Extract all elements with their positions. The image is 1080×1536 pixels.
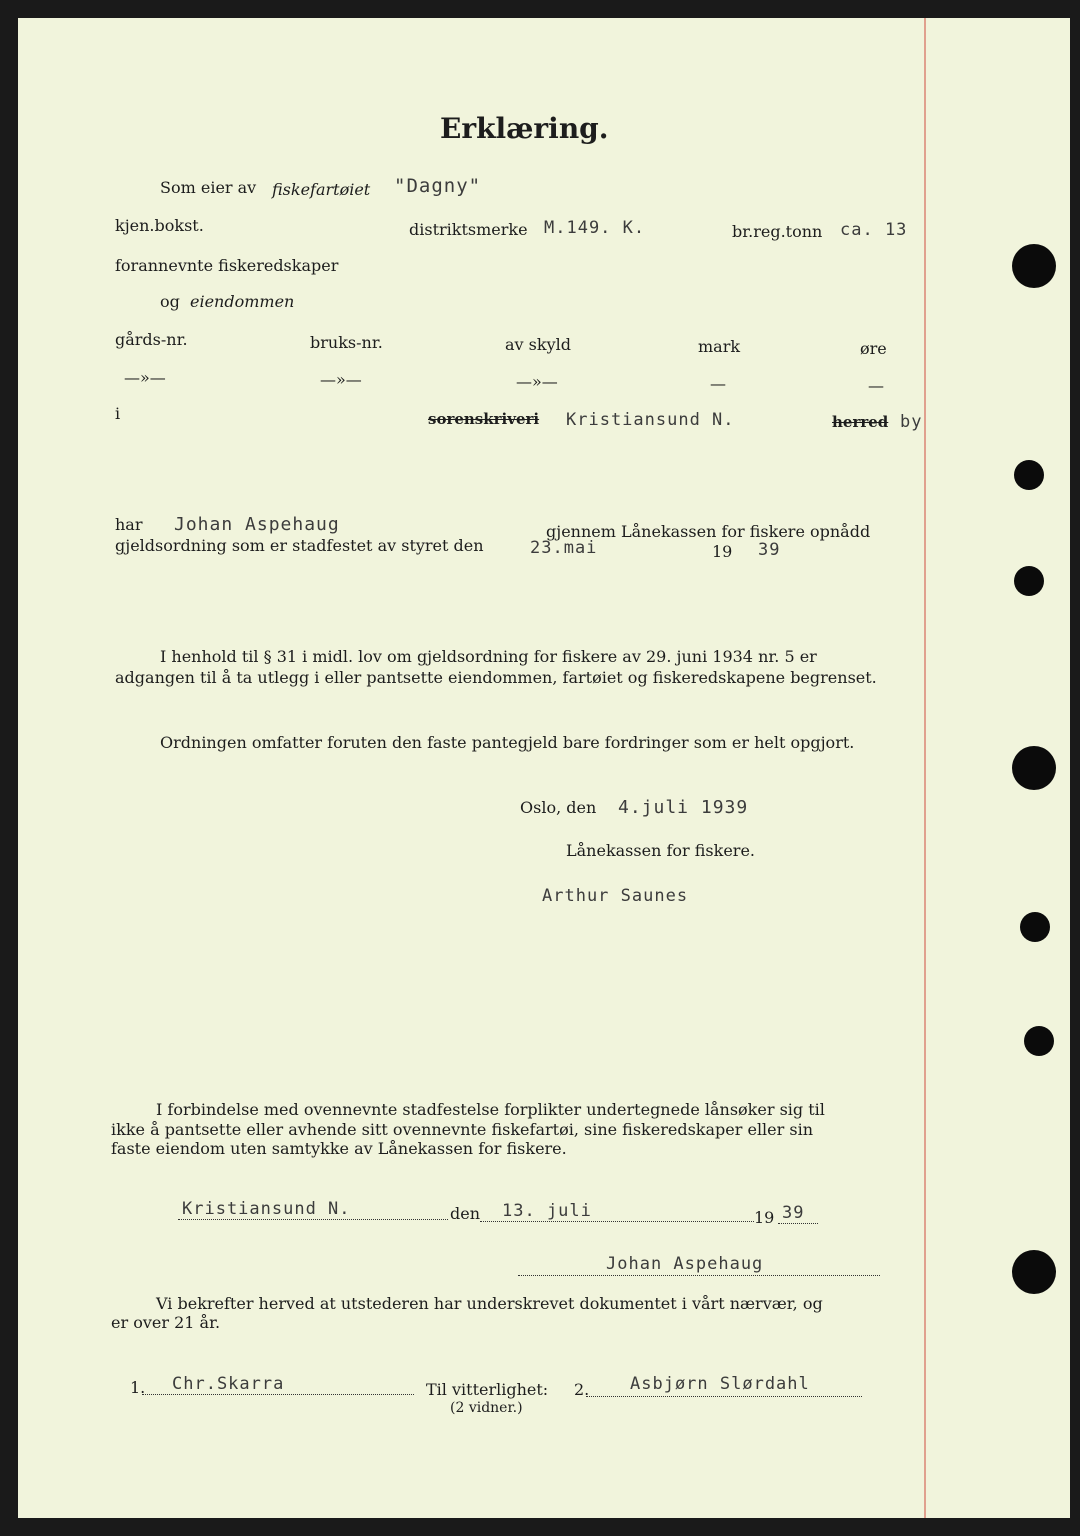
- debt-settlement-text: gjeldsordning som er stadfestet av styret den: [115, 536, 484, 555]
- place-dotted-line: [178, 1219, 448, 1220]
- obligation-paragraph-line: faste eiendom uten samtykke av Lånekassen for fiskere.: [111, 1139, 567, 1158]
- witness-2-number: 2.: [574, 1380, 590, 1399]
- signature-dotted-line: [518, 1275, 880, 1276]
- witness-label: Til vitterlighet:: [426, 1380, 549, 1399]
- binder-hole-icon: [1012, 244, 1056, 288]
- obligation-paragraph-line: ikke å pantsette eller avhende sitt ovennevnte fiskefartøi, sine fiskeredskaper eller sin: [111, 1120, 814, 1139]
- board-date: 23.mai: [530, 538, 598, 558]
- i-label: i: [115, 404, 121, 423]
- skyld-label: av skyld: [505, 335, 571, 354]
- obligation-paragraph-line: I forbindelse med ovennevnte stadfestelse forplikter undertegnede lånsøker sig til: [156, 1100, 825, 1119]
- district-mark-value: M.149. K.: [544, 218, 646, 238]
- jurisdiction-place: Kristiansund N.: [566, 410, 735, 430]
- witness-paragraph-line: er over 21 år.: [111, 1313, 221, 1332]
- margin-line: [924, 18, 926, 1518]
- legal-paragraph-line: I henhold til § 31 i midl. lov om gjeldsordning for fiskere av 29. juni 1934 nr. 5 er: [160, 647, 817, 666]
- witness-1-dotted-line: [142, 1394, 414, 1395]
- borrower-year-prefix: 19: [754, 1208, 775, 1227]
- binder-hole-icon: [1014, 460, 1044, 490]
- binder-hole-icon: [1014, 566, 1044, 596]
- via-lanekassen-text: gjennem Lånekassen for fiskere opnådd: [546, 522, 871, 541]
- borrower-year-suffix: 39: [782, 1203, 805, 1223]
- document-title: Erklæring.: [440, 112, 609, 145]
- vessel-type-label: fiskefartøiet: [272, 180, 371, 199]
- witness-1-number: 1.: [130, 1378, 146, 1397]
- sorenskriveri-label: sorenskriveri: [428, 410, 540, 428]
- kjen-label: kjen.bokst.: [115, 216, 204, 235]
- ditto-mark: —: [710, 374, 726, 393]
- den-label: den: [450, 1204, 481, 1223]
- ditto-mark: —: [868, 376, 884, 395]
- binder-hole-icon: [1012, 746, 1056, 790]
- gards-nr-label: gårds-nr.: [115, 330, 188, 349]
- borrower-signature: Johan Aspehaug: [606, 1254, 764, 1274]
- bruks-nr-label: bruks-nr.: [310, 333, 383, 352]
- oslo-date-value: 4.juli 1939: [618, 797, 749, 818]
- ore-label: øre: [860, 339, 887, 358]
- legal-paragraph-line: adgangen til å ta utlegg i eller pantsette eiendommen, fartøiet og fiskeredskapene begrenset.: [115, 668, 877, 687]
- vessel-name: "Dagny": [394, 175, 482, 197]
- witness-2-signature: Asbjørn Slørdahl: [630, 1374, 810, 1394]
- issuer-org: Lånekassen for fiskere.: [566, 841, 755, 860]
- debtor-name: Johan Aspehaug: [174, 514, 340, 535]
- ditto-mark: —»—: [320, 370, 362, 389]
- fishing-gear-label: forannevnte fiskeredskaper: [115, 256, 339, 275]
- borrower-date: 13. juli: [502, 1201, 592, 1221]
- mark-label: mark: [698, 337, 741, 356]
- oslo-date-label: Oslo, den: [520, 798, 597, 817]
- date-dotted-line: [480, 1221, 754, 1222]
- board-year-suffix: 39: [758, 540, 781, 560]
- ditto-mark: —»—: [124, 368, 166, 387]
- binder-hole-icon: [1012, 1250, 1056, 1294]
- by-label: by: [900, 412, 923, 432]
- witness-note: (2 vidner.): [450, 1400, 523, 1416]
- tonnage-value: ca. 13: [840, 220, 908, 240]
- issuer-signature: Arthur Saunes: [542, 886, 689, 906]
- owner-label: Som eier av: [160, 178, 257, 197]
- witness-1-signature: Chr.Skarra: [172, 1374, 285, 1394]
- har-label: har: [115, 515, 143, 534]
- binder-hole-icon: [1020, 912, 1050, 942]
- binder-hole-icon: [1024, 1026, 1054, 1056]
- witness-2-dotted-line: [586, 1396, 862, 1397]
- year-dotted-line: [778, 1223, 818, 1224]
- property-label: eiendommen: [190, 292, 295, 311]
- ditto-mark: —»—: [516, 372, 558, 391]
- document-page: [18, 18, 1070, 1518]
- tonnage-label: br.reg.tonn: [732, 222, 823, 241]
- district-mark-label: distriktsmerke: [409, 220, 528, 239]
- herred-label: herred: [832, 413, 889, 431]
- board-year-prefix: 19: [712, 542, 733, 561]
- property-label-og: og: [160, 292, 180, 311]
- scope-paragraph-line: Ordningen omfatter foruten den faste pantegjeld bare fordringer som er helt opgjort.: [160, 733, 855, 752]
- borrower-place: Kristiansund N.: [182, 1199, 351, 1219]
- witness-paragraph-line: Vi bekrefter herved at utstederen har underskrevet dokumentet i vårt nærvær, og: [156, 1294, 823, 1313]
